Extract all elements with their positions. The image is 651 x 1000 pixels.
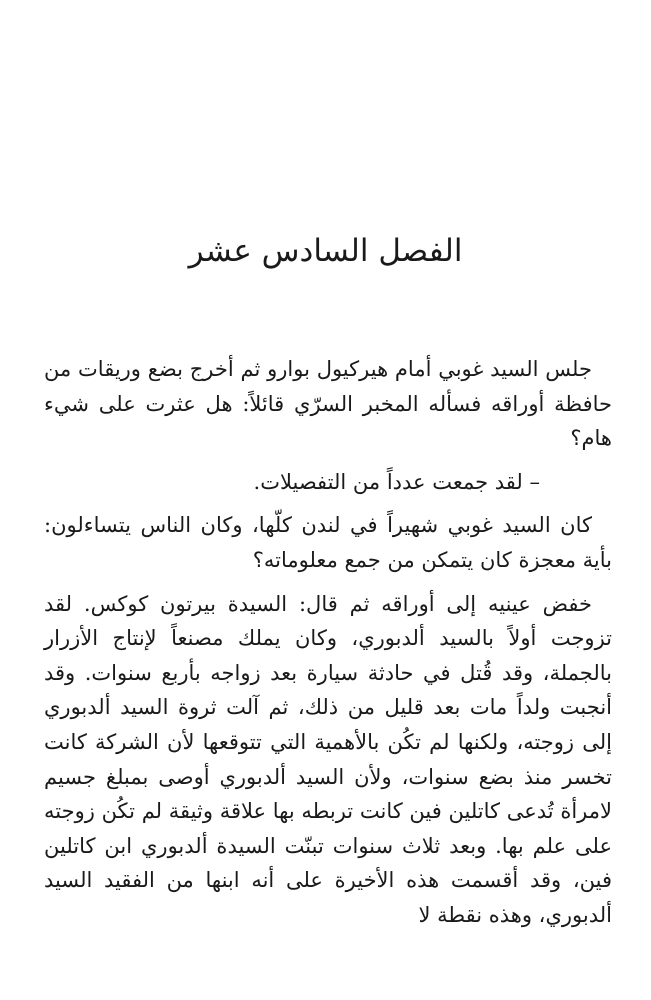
chapter-body — [44, 352, 612, 942]
paragraph-goby-fame: كان السيد غوبي شهيراً في لندن كلّها، وكان الناس يتساءلون: بأية معجزة كان يتمكن من جمع معلوماته؟ — [44, 513, 612, 572]
chapter-title: الفصل السادس عشر — [188, 233, 463, 269]
paragraph-burton-cox-history: خفض عينيه إلى أوراقه ثم قال: السيدة بيرتون كوكس. لقد تزوجت أولاً بالسيد ألدبوري، وكان يملك مصنعاً لإنتاج الأزرار بالجملة، وقد قُتل في حادثة سيارة بعد زواجه بأربع سنوات. وقد أنجبت ولداً مات بعد قليل من ذلك، ثم آلت ثروة السيد ألدبوري إلى زوجته، ولكنها لم تكُن بالأهمية التي تتوقعها لأن الشركة كانت تخسر منذ بضع سنوات، ولأن السيد ألدبوري أوصى بمبلغ جسيم لامرأة تُدعى كاتلين فين كانت تربطه بها علاقة وثيقة لم تكُن زوجته على علم بها. وبعد ثلاث سنوات تبنّت السيدة ألدبوري ابن كاتلين فين، وقد أقسمت هذه الأخيرة على أنه ابنها من الفقيد السيد ألدبوري، وهذه نقطة لا — [44, 591, 613, 927]
paragraph-opening: جلس السيد غوبي أمام هيركيول بوارو ثم أخرج بضع وريقات من حافظة أوراقه فسأله المخبر السرّي قائلاً: هل عثرت على شيء هام؟ — [44, 357, 612, 451]
paragraph-dialogue: – لقد جمعت عدداً من التفصيلات. — [253, 469, 540, 494]
